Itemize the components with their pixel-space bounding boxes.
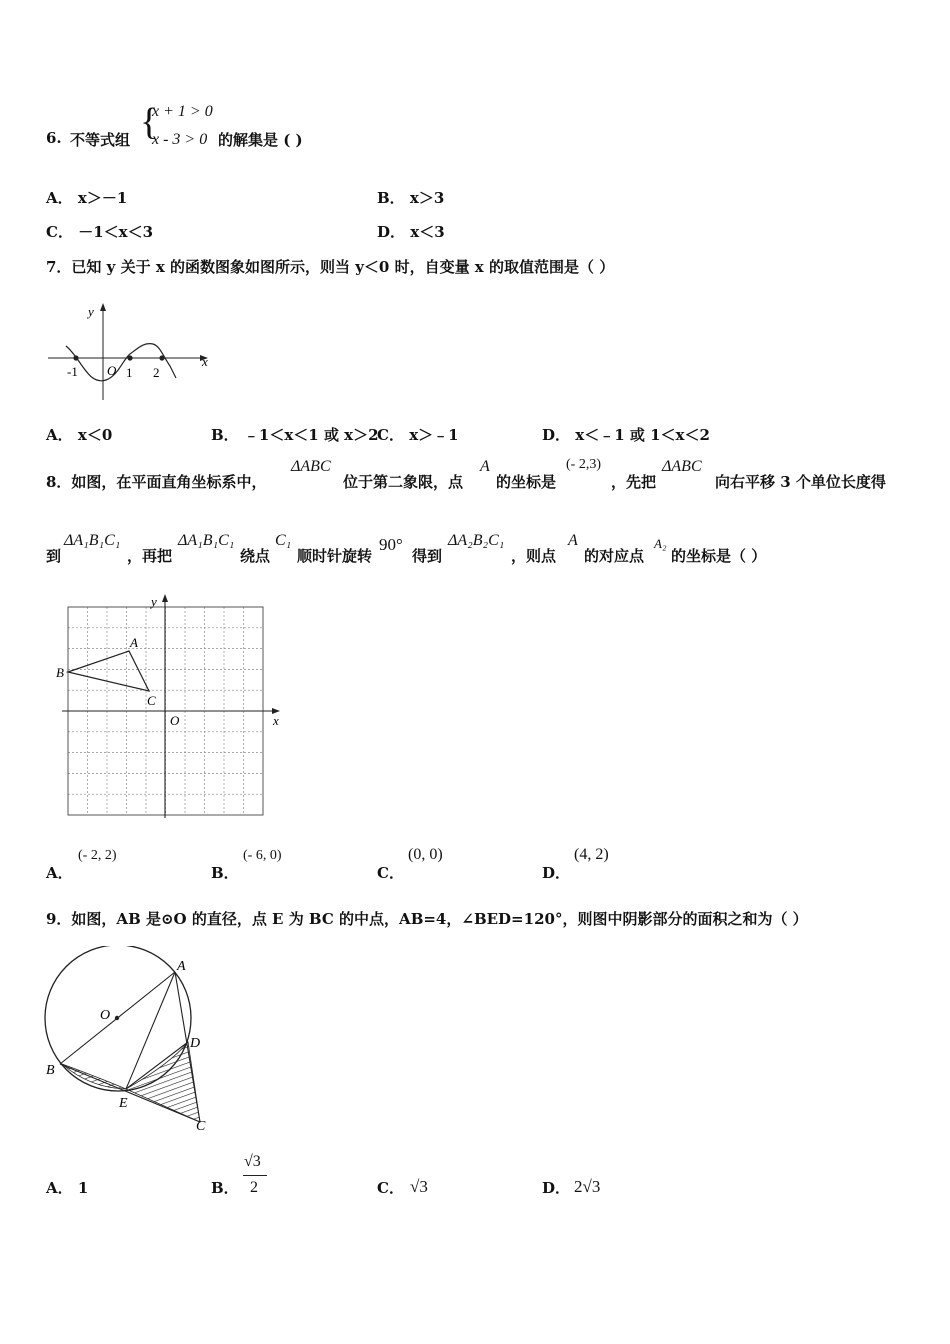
q6-option-b[interactable]: B． x＞3	[377, 189, 445, 207]
q8-label-y: y	[151, 594, 157, 609]
q8-option-a-value: (- 2, 2)	[78, 848, 117, 863]
q9-option-b-denominator: 2	[250, 1179, 258, 1196]
q7-point-1	[127, 355, 132, 360]
q7-label-neg1: -1	[67, 364, 78, 379]
q7-label-origin: O	[107, 363, 117, 378]
q8-point-a: A	[480, 458, 490, 475]
q7-function-graph	[46, 296, 216, 406]
q6-tail: 的解集是 ( )	[218, 131, 303, 149]
q7-label-y: y	[88, 304, 94, 319]
q7-option-c[interactable]: C． x＞﹣1	[377, 426, 459, 444]
q6-stem: 不等式组	[70, 131, 131, 149]
q9-center-dot	[115, 1016, 119, 1020]
q7-point-2	[159, 355, 164, 360]
q7-option-a[interactable]: A． x＜0	[46, 426, 113, 444]
q8-triangle-a1b1c1-2: ΔA₁B₁C₁	[178, 532, 235, 549]
q6-option-d[interactable]: D． x＜3	[377, 223, 445, 241]
q8-point-c1: C₁	[275, 532, 292, 549]
q8-line1-b: 位于第二象限，点	[343, 473, 464, 491]
q8-triangle-abc-2: ΔABC	[662, 458, 702, 475]
q8-label-o: O	[170, 713, 180, 728]
q8-label-a: A	[130, 635, 138, 650]
q8-option-c-value: (0, 0)	[408, 846, 443, 863]
q9-option-b-numerator: √3	[244, 1153, 261, 1170]
q9-option-c[interactable]: C．	[377, 1179, 404, 1197]
q8-line1-d: ，先把	[611, 473, 657, 491]
q9-option-b[interactable]: B．	[211, 1179, 239, 1197]
q8-triangle-abc-1: ΔABC	[291, 458, 331, 475]
q8-point-a-second: A	[568, 532, 578, 549]
q8-line2-a: 到	[46, 547, 62, 565]
q7-option-b[interactable]: B． ﹣1＜x＜1 或 x＞2	[211, 426, 379, 444]
q8-angle: 90°	[379, 535, 403, 554]
q8-label-x: x	[273, 713, 279, 728]
q8-line2-f: ，则点	[511, 547, 557, 565]
q9-label-b: B	[46, 1063, 55, 1078]
q7-option-d[interactable]: D． x＜﹣1 或 1＜x＜2	[542, 426, 710, 444]
q7-label-x: x	[202, 354, 208, 369]
q8-label-c: C	[147, 693, 156, 708]
q9-option-a[interactable]: A． 1	[46, 1179, 89, 1197]
q8-line2-g: 的对应点	[584, 547, 645, 565]
q7-curve	[66, 344, 176, 381]
q6-inequality-1: x + 1 > 0	[152, 103, 213, 120]
q8-line2-h: 的坐标是（ ）	[671, 547, 767, 565]
q8-option-b[interactable]: B．	[211, 864, 239, 882]
q8-line2-c: 绕点	[240, 547, 271, 565]
q8-y-arrow	[162, 594, 168, 602]
q8-triangle	[68, 651, 149, 691]
q8-point-a2: A₂	[654, 536, 667, 551]
q6-option-a[interactable]: A． x＞－1	[46, 189, 128, 207]
q8-option-d-value: (4, 2)	[574, 846, 609, 863]
q9-label-a: A	[177, 959, 186, 974]
q7-label-1: 1	[126, 365, 133, 380]
q8-option-b-value: (- 6, 0)	[243, 848, 282, 863]
q9-option-d-value: 2√3	[574, 1177, 601, 1196]
q9-label-d: D	[190, 1036, 201, 1051]
q8-label-b: B	[56, 665, 64, 680]
q8-option-a[interactable]: A．	[46, 864, 73, 882]
q6-inequality-2: x - 3 > 0	[152, 131, 208, 148]
q8-line1-c: 的坐标是	[496, 473, 557, 491]
q6-brace: {	[140, 101, 159, 143]
q9-option-c-value: √3	[410, 1177, 428, 1196]
q9-label-e: E	[119, 1096, 128, 1111]
q8-coordinate-graph	[54, 592, 286, 828]
q7-point-neg1	[73, 355, 78, 360]
q8-line2-b: ，再把	[127, 547, 173, 565]
q8-line1-a: 8．如图，在平面直角坐标系中，	[46, 473, 267, 491]
q8-triangle-a2b2c1: ΔA₂B₂C₁	[448, 532, 505, 549]
q8-triangle-a1b1c1-1: ΔA₁B₁C₁	[64, 532, 121, 549]
q8-option-c[interactable]: C．	[377, 864, 404, 882]
q7-label-2: 2	[153, 365, 160, 380]
q8-coord-a: (- 2,3)	[566, 457, 601, 472]
q6-option-c[interactable]: C． －1＜x＜3	[46, 223, 154, 241]
q9-option-d[interactable]: D．	[542, 1179, 571, 1197]
q9-circle-figure	[40, 946, 220, 1136]
q8-line2-e: 得到	[412, 547, 443, 565]
q8-line1-e: 向右平移 3 个单位长度得	[715, 473, 886, 491]
q7-y-arrow	[100, 303, 106, 311]
q9-stem: 9．如图，AB 是⊙O 的直径，点 E 为 BC 的中点，AB=4，∠BED=120°，则图中阴影部分的面积之和为（ ）	[46, 910, 808, 928]
q6-number: 6.	[46, 129, 62, 147]
q8-line2-d: 顺时针旋转	[297, 547, 373, 565]
q9-label-c: C	[196, 1119, 206, 1134]
q7-stem: 7．已知 y 关于 x 的函数图象如图所示，则当 y＜0 时，自变量 x 的取值范围是（ ）	[46, 258, 615, 276]
q9-option-b-fraction-bar	[243, 1175, 267, 1176]
q8-option-d[interactable]: D．	[542, 864, 571, 882]
q9-label-o: O	[100, 1008, 111, 1023]
